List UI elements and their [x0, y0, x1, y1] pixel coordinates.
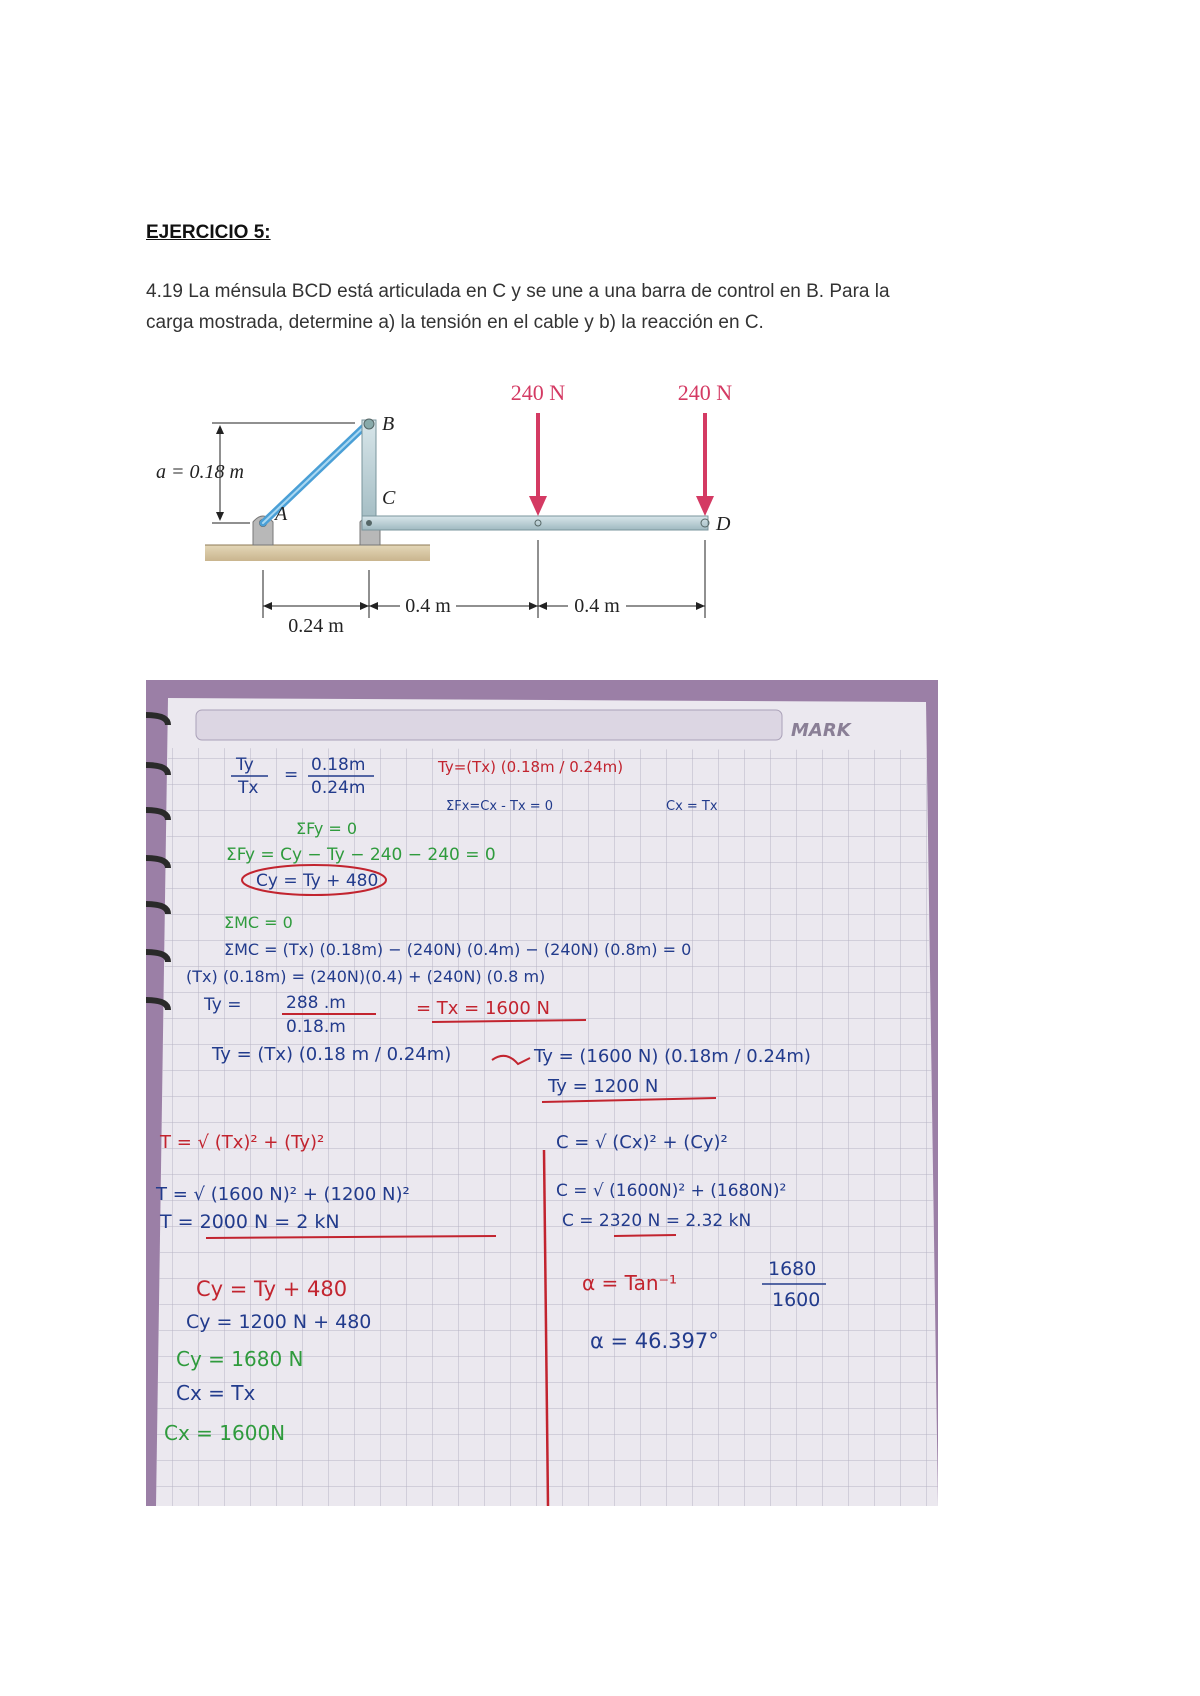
- t-result: T = 2000 N = 2 kN: [160, 1211, 340, 1233]
- load-label-right: 240 N: [677, 380, 733, 405]
- c-result: C = 2320 N = 2.32 kN: [562, 1211, 752, 1231]
- member-bc: [362, 420, 376, 530]
- alpha-numerator: 1680: [768, 1258, 817, 1280]
- dim-load-d-label: 0.4 m: [574, 595, 620, 617]
- handwritten-solution-photo: [146, 680, 938, 1506]
- ty-substitution: Ty = (1600 N) (0.18m / 0.24m): [534, 1046, 811, 1067]
- ty-fraction-label: Ty =: [204, 995, 242, 1015]
- dim-ac-label: 0.24 m: [288, 615, 344, 637]
- cx-line-1: Cx = Tx: [176, 1381, 256, 1405]
- point-d-label: D: [716, 513, 731, 535]
- ty-fraction-den: 0.18.m: [286, 1017, 346, 1037]
- sum-fy-zero: ΣFy = 0: [296, 819, 358, 838]
- exercise-heading: EJERCICIO 5:: [146, 222, 271, 243]
- point-a-label: A: [275, 503, 288, 525]
- cx-line-2: Cx = 1600N: [164, 1421, 286, 1445]
- cy-equation: Cy = Ty + 480: [256, 871, 379, 891]
- point-b-label: B: [382, 413, 395, 435]
- ratio-numerator: Ty: [236, 755, 254, 775]
- sum-mc: ΣMC = (Tx) (0.18m) − (240N) (0.4m) − (240N) (0.8m) = 0: [224, 940, 692, 959]
- point-c-label: C: [382, 487, 396, 509]
- sum-fx: ΣFx=Cx - Tx = 0: [446, 799, 554, 814]
- tx-result: = Tx = 1600 N: [416, 998, 550, 1019]
- dim-c-load-label: 0.4 m: [405, 595, 451, 617]
- ratio-denominator: Tx: [238, 778, 259, 798]
- c-formula: C = √ (Cx)² + (Cy)²: [556, 1132, 728, 1153]
- ratio-value-num: 0.18m: [311, 755, 366, 775]
- notebook-header-box: [196, 710, 782, 740]
- problem-statement: [146, 276, 1046, 338]
- dim-a-label: a = 0.18 m: [156, 461, 244, 483]
- load-arrow-left: [529, 496, 547, 516]
- ground: [205, 545, 430, 561]
- ratio-value-den: 0.24m: [311, 778, 366, 798]
- tx-moment-line: (Tx) (0.18m) = (240N)(0.4) + (240N) (0.8 m): [186, 967, 546, 986]
- cx-equals-tx: Cx = Tx: [666, 799, 718, 814]
- load-label-left: 240 N: [510, 380, 566, 405]
- notebook-brand: MARK: [791, 720, 851, 741]
- load-arrow-right: [696, 496, 714, 516]
- alpha-denominator: 1600: [772, 1289, 821, 1311]
- c-substitution: C = √ (1600N)² + (1680N)²: [556, 1181, 787, 1201]
- t-formula: T = √ (Tx)² + (Ty)²: [160, 1132, 325, 1153]
- t-substitution: T = √ (1600 N)² + (1200 N)²: [156, 1184, 410, 1205]
- ty-expression: Ty=(Tx) (0.18m / 0.24m): [438, 758, 624, 776]
- problem-line-1: 4.19 La ménsula BCD está articulada en C y se une a una barra de control en B. Para la: [146, 281, 890, 302]
- ty-result: Ty = 1200 N: [548, 1076, 659, 1097]
- ty-fraction-num: 288 .m: [286, 993, 346, 1013]
- problem-line-2: carga mostrada, determine a) la tensión en el cable y b) la reacción en C.: [146, 312, 764, 333]
- sum-fy: ΣFy = Cy − Ty − 240 − 240 = 0: [226, 845, 496, 865]
- sum-mc-zero: ΣMC = 0: [224, 913, 293, 932]
- ty-formula: Ty = (Tx) (0.18 m / 0.24m): [212, 1044, 452, 1065]
- alpha-result: α = 46.397°: [590, 1329, 719, 1353]
- bracket-diagram: [150, 370, 770, 650]
- cy-line-3: Cy = 1680 N: [176, 1347, 304, 1371]
- ratio-equals: =: [284, 765, 299, 785]
- cy-line-2: Cy = 1200 N + 480: [186, 1311, 372, 1333]
- cy-line-1: Cy = Ty + 480: [196, 1277, 348, 1301]
- alpha-expression: α = Tan⁻¹: [582, 1271, 678, 1295]
